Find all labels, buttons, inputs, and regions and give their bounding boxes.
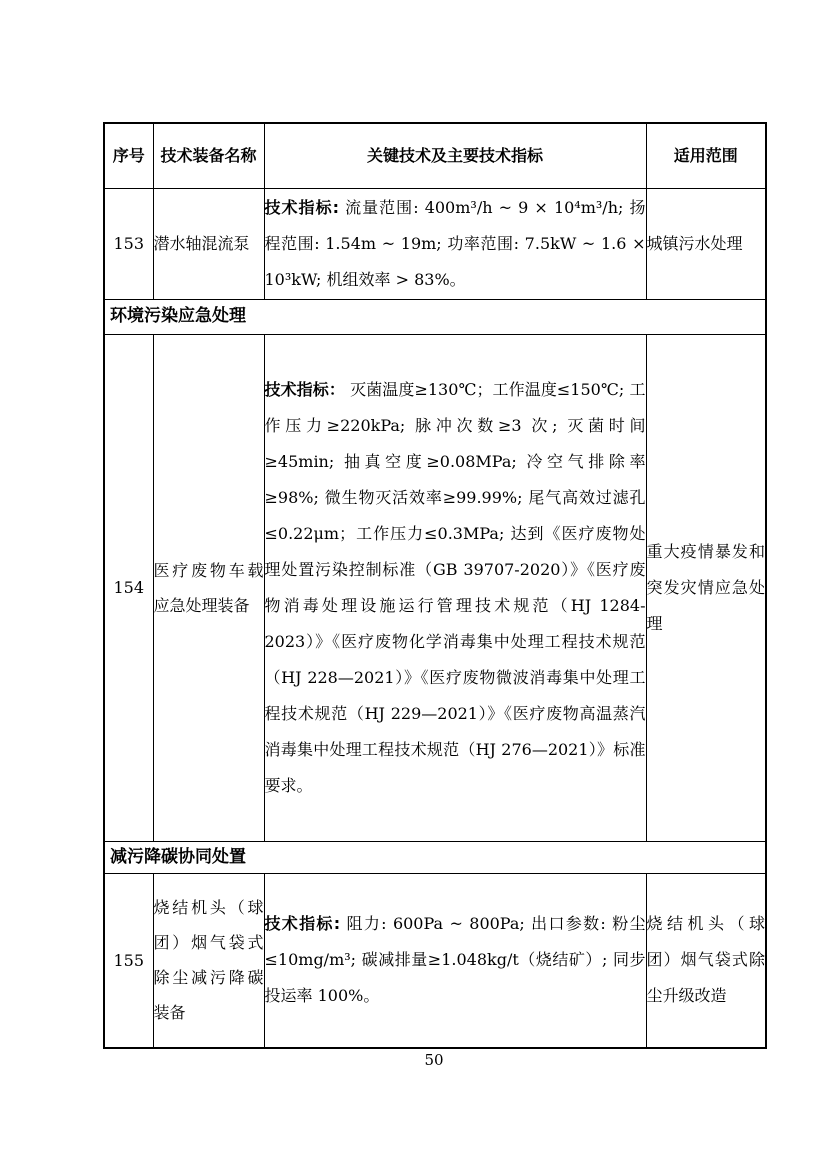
row-153-seq: 153 xyxy=(104,188,153,299)
section-row-carbon xyxy=(104,841,766,873)
tech-indicator-label: 技术指标: xyxy=(264,197,339,217)
section-row-emergency xyxy=(104,299,766,334)
table-row-153 xyxy=(104,188,766,299)
header-equipment-name: 技术装备名称 xyxy=(153,123,264,188)
table-row-155 xyxy=(104,873,766,1048)
row-155-seq: 155 xyxy=(104,873,153,1048)
table-header-row xyxy=(104,123,766,188)
row-154-scope: 重大疫情暴发和突发灾情应急处理 xyxy=(646,334,766,841)
row-153-scope: 城镇污水处理 xyxy=(646,188,766,299)
row-155-scope: 烧结机头（球团）烟气袋式除尘升级改造 xyxy=(646,873,766,1048)
tech-indicator-label: 技术指标： xyxy=(264,379,345,399)
section-title-emergency: 环境污染应急处理 xyxy=(104,299,766,334)
tech-indicator-label: 技术指标: xyxy=(264,914,341,934)
row-154-name: 医疗废物车载应急处理装备 xyxy=(153,334,264,841)
tech-indicator-text: 阻力: 600Pa ~ 800Pa; 出口参数: 粉尘≤10mg/m³; 碳减排量≥1.048kg/t（烧结矿）; 同步投运率 100%。 xyxy=(264,914,646,1006)
tech-indicator-text: 灭菌温度≥130℃；工作温度≤150℃; 工作压力≥220kPa; 脉冲次数≥3 次; 灭菌时间≥45min; 抽真空度≥0.08MPa; 冷空气排除率≥98%; 微生物灭活效率≥99.99%; 尾气高效过滤孔≤0.22μm；工作压力≤0.3MPa; 达到《医疗废物处理处置污染控制标准（GB 39707-2020）》《医疗废物消毒处理设施运行管理技术规范（HJ 1284-2023）》《医疗废物化学消毒集中处理工程技术规范（HJ 228—2021）》《医疗废物微波消毒集中处理工程技术规范（HJ 229—2021）》《医疗废物高温蒸汽消毒集中处理工程技术规范（HJ 276—2021）》标准要求。 xyxy=(264,379,646,795)
row-155-name: 烧结机头（球团）烟气袋式除尘减污降碳装备 xyxy=(153,873,264,1048)
row-155-tech xyxy=(264,873,646,1048)
header-seq: 序号 xyxy=(104,123,153,188)
table-row-154 xyxy=(104,334,766,841)
row-153-tech xyxy=(264,188,646,299)
tech-indicator-text: 流量范围: 400m³/h ~ 9 × 10⁴m³/h; 扬程范围: 1.54m ~ 19m; 功率范围: 7.5kW ~ 1.6 × 10³kW; 机组效率 > 83%。 xyxy=(264,197,646,289)
section-title-carbon: 减污降碳协同处置 xyxy=(104,841,766,873)
header-key-tech: 关键技术及主要技术指标 xyxy=(264,123,646,188)
equipment-spec-table xyxy=(103,122,767,1049)
row-154-tech xyxy=(264,334,646,841)
row-153-name: 潜水轴混流泵 xyxy=(153,188,264,299)
page-number: 50 xyxy=(424,1051,444,1069)
header-scope: 适用范围 xyxy=(646,123,766,188)
row-154-seq: 154 xyxy=(104,334,153,841)
